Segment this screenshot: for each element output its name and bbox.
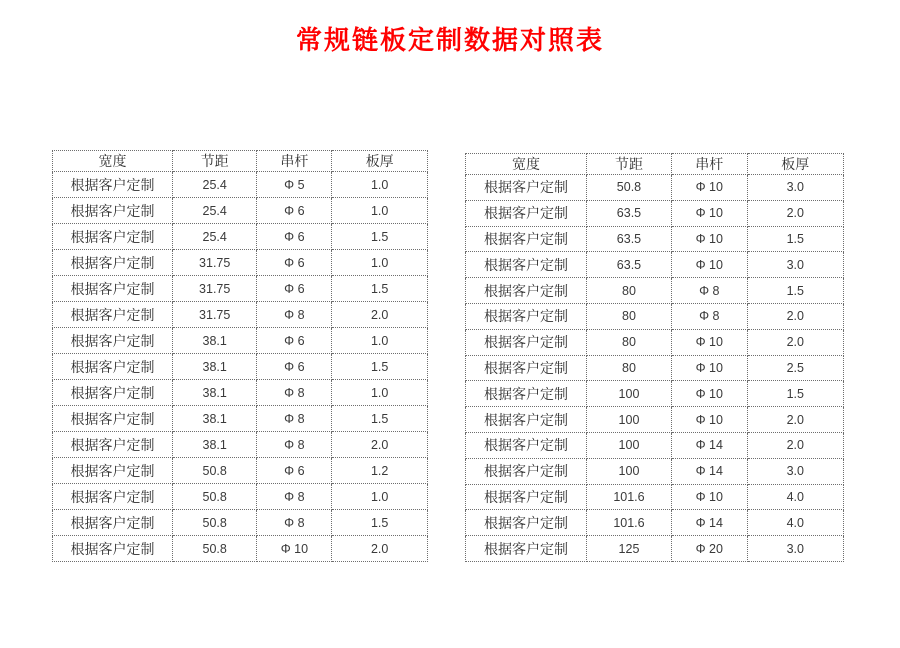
table-cell-pitch: 38.1	[173, 328, 257, 354]
table-cell-thickness: 1.0	[332, 172, 428, 198]
table-cell-pitch: 80	[586, 355, 671, 381]
table-cell-rod: Φ 10	[672, 252, 748, 278]
table-cell-rod: Φ 8	[257, 302, 332, 328]
table-cell-pitch: 101.6	[586, 510, 671, 536]
table-cell-thickness: 2.0	[747, 303, 843, 329]
table-row	[466, 252, 844, 278]
table-row	[466, 303, 844, 329]
table-cell-width: 根据客户定制	[466, 175, 587, 201]
table-row	[466, 200, 844, 226]
table-cell-width: 根据客户定制	[53, 406, 173, 432]
table-cell-width: 根据客户定制	[53, 250, 173, 276]
column-header-pitch: 节距	[586, 154, 671, 175]
table-cell-width: 根据客户定制	[466, 381, 587, 407]
table-row	[53, 354, 428, 380]
table-row	[466, 355, 844, 381]
table-row	[53, 172, 428, 198]
table-cell-width: 根据客户定制	[53, 380, 173, 406]
table-cell-thickness: 2.0	[747, 329, 843, 355]
table-cell-rod: Φ 14	[672, 458, 748, 484]
table-cell-rod: Φ 10	[672, 484, 748, 510]
table-row	[466, 175, 844, 201]
table-cell-rod: Φ 8	[257, 380, 332, 406]
header-row	[53, 151, 428, 172]
table-cell-pitch: 80	[586, 329, 671, 355]
table-cell-rod: Φ 5	[257, 172, 332, 198]
table-cell-thickness: 1.5	[332, 354, 428, 380]
table-cell-width: 根据客户定制	[53, 172, 173, 198]
table-cell-rod: Φ 14	[672, 432, 748, 458]
table-cell-thickness: 3.0	[747, 458, 843, 484]
table-cell-pitch: 100	[586, 381, 671, 407]
table-cell-rod: Φ 6	[257, 276, 332, 302]
table-row	[53, 536, 428, 562]
table-cell-pitch: 31.75	[173, 302, 257, 328]
table-cell-thickness: 1.5	[332, 406, 428, 432]
column-header-width: 宽度	[466, 154, 587, 175]
table-cell-width: 根据客户定制	[466, 329, 587, 355]
table-row	[53, 458, 428, 484]
table-cell-thickness: 2.0	[332, 302, 428, 328]
table-cell-pitch: 100	[586, 458, 671, 484]
table-cell-width: 根据客户定制	[53, 536, 173, 562]
table-row	[53, 406, 428, 432]
table-cell-rod: Φ 14	[672, 510, 748, 536]
table-row	[466, 510, 844, 536]
table-cell-pitch: 25.4	[173, 198, 257, 224]
table-row	[53, 380, 428, 406]
table-cell-width: 根据客户定制	[53, 302, 173, 328]
table-cell-rod: Φ 6	[257, 198, 332, 224]
table-cell-rod: Φ 10	[257, 536, 332, 562]
table-cell-width: 根据客户定制	[53, 432, 173, 458]
table-cell-thickness: 2.0	[332, 432, 428, 458]
right-comparison-table	[465, 153, 844, 562]
table-row	[53, 302, 428, 328]
table-cell-pitch: 80	[586, 303, 671, 329]
table-cell-rod: Φ 6	[257, 458, 332, 484]
table-cell-pitch: 50.8	[173, 484, 257, 510]
table-cell-thickness: 1.5	[747, 381, 843, 407]
table-cell-thickness: 2.5	[747, 355, 843, 381]
table-cell-thickness: 2.0	[747, 432, 843, 458]
table-cell-rod: Φ 8	[672, 278, 748, 304]
table-cell-rod: Φ 20	[672, 536, 748, 562]
table-cell-rod: Φ 8	[257, 510, 332, 536]
table-row	[53, 198, 428, 224]
table-cell-pitch: 25.4	[173, 224, 257, 250]
table-cell-pitch: 50.8	[173, 510, 257, 536]
column-header-rod: 串杆	[257, 151, 332, 172]
table-cell-width: 根据客户定制	[466, 303, 587, 329]
table-row	[466, 536, 844, 562]
table-cell-width: 根据客户定制	[466, 484, 587, 510]
table-cell-thickness: 2.0	[332, 536, 428, 562]
table-cell-rod: Φ 6	[257, 250, 332, 276]
table-cell-pitch: 38.1	[173, 354, 257, 380]
table-cell-width: 根据客户定制	[466, 432, 587, 458]
table-cell-thickness: 3.0	[747, 536, 843, 562]
table-cell-pitch: 50.8	[586, 175, 671, 201]
table-cell-pitch: 125	[586, 536, 671, 562]
table-cell-width: 根据客户定制	[466, 510, 587, 536]
table-row	[466, 484, 844, 510]
table-cell-width: 根据客户定制	[53, 484, 173, 510]
table-cell-thickness: 3.0	[747, 252, 843, 278]
table-cell-pitch: 31.75	[173, 276, 257, 302]
table-row	[53, 510, 428, 536]
table-cell-width: 根据客户定制	[466, 226, 587, 252]
right-table-header	[466, 154, 844, 175]
right-table-body	[466, 175, 844, 562]
column-header-thickness: 板厚	[332, 151, 428, 172]
table-cell-pitch: 31.75	[173, 250, 257, 276]
table-cell-rod: Φ 10	[672, 381, 748, 407]
table-cell-pitch: 50.8	[173, 458, 257, 484]
table-cell-thickness: 1.0	[332, 380, 428, 406]
table-cell-rod: Φ 6	[257, 224, 332, 250]
left-table-header	[53, 151, 428, 172]
table-cell-thickness: 2.0	[747, 200, 843, 226]
table-cell-width: 根据客户定制	[466, 536, 587, 562]
table-cell-width: 根据客户定制	[53, 510, 173, 536]
table-cell-thickness: 1.5	[332, 224, 428, 250]
left-table-body	[53, 172, 428, 562]
table-cell-width: 根据客户定制	[53, 354, 173, 380]
table-cell-thickness: 1.0	[332, 198, 428, 224]
table-cell-width: 根据客户定制	[466, 355, 587, 381]
table-cell-rod: Φ 6	[257, 328, 332, 354]
table-cell-rod: Φ 10	[672, 226, 748, 252]
table-cell-thickness: 2.0	[747, 407, 843, 433]
table-cell-width: 根据客户定制	[53, 276, 173, 302]
table-cell-thickness: 1.5	[747, 226, 843, 252]
table-cell-width: 根据客户定制	[53, 198, 173, 224]
table-cell-width: 根据客户定制	[466, 458, 587, 484]
table-row	[53, 276, 428, 302]
table-cell-pitch: 80	[586, 278, 671, 304]
header-row	[466, 154, 844, 175]
table-cell-rod: Φ 8	[257, 406, 332, 432]
table-cell-pitch: 100	[586, 432, 671, 458]
table-cell-rod: Φ 6	[257, 354, 332, 380]
table-cell-width: 根据客户定制	[466, 407, 587, 433]
table-cell-width: 根据客户定制	[53, 458, 173, 484]
table-row	[466, 329, 844, 355]
table-cell-pitch: 101.6	[586, 484, 671, 510]
table-cell-thickness: 1.0	[332, 484, 428, 510]
table-cell-pitch: 38.1	[173, 432, 257, 458]
table-row	[466, 226, 844, 252]
table-cell-rod: Φ 8	[257, 484, 332, 510]
table-cell-rod: Φ 8	[672, 303, 748, 329]
table-row	[466, 278, 844, 304]
table-cell-pitch: 38.1	[173, 406, 257, 432]
table-row	[466, 458, 844, 484]
table-cell-thickness: 1.2	[332, 458, 428, 484]
table-cell-rod: Φ 10	[672, 407, 748, 433]
table-cell-width: 根据客户定制	[466, 200, 587, 226]
table-cell-thickness: 4.0	[747, 510, 843, 536]
page-title: 常规链板定制数据对照表	[295, 25, 604, 55]
table-row	[53, 432, 428, 458]
column-header-width: 宽度	[53, 151, 173, 172]
table-cell-thickness: 1.5	[332, 510, 428, 536]
table-cell-thickness: 1.5	[332, 276, 428, 302]
table-cell-thickness: 3.0	[747, 175, 843, 201]
table-cell-rod: Φ 10	[672, 355, 748, 381]
table-cell-pitch: 25.4	[173, 172, 257, 198]
table-cell-pitch: 63.5	[586, 200, 671, 226]
left-comparison-table	[52, 150, 428, 562]
column-header-pitch: 节距	[173, 151, 257, 172]
table-cell-thickness: 1.5	[747, 278, 843, 304]
table-cell-pitch: 63.5	[586, 226, 671, 252]
table-cell-thickness: 4.0	[747, 484, 843, 510]
table-cell-rod: Φ 10	[672, 329, 748, 355]
table-row	[466, 381, 844, 407]
table-cell-rod: Φ 8	[257, 432, 332, 458]
table-row	[53, 484, 428, 510]
table-cell-pitch: 100	[586, 407, 671, 433]
table-cell-width: 根据客户定制	[53, 224, 173, 250]
table-cell-pitch: 63.5	[586, 252, 671, 278]
table-cell-thickness: 1.0	[332, 328, 428, 354]
table-cell-pitch: 38.1	[173, 380, 257, 406]
table-row	[53, 328, 428, 354]
table-cell-width: 根据客户定制	[466, 252, 587, 278]
table-row	[466, 432, 844, 458]
table-cell-thickness: 1.0	[332, 250, 428, 276]
table-row	[53, 224, 428, 250]
table-cell-width: 根据客户定制	[466, 278, 587, 304]
column-header-thickness: 板厚	[747, 154, 843, 175]
table-row	[466, 407, 844, 433]
table-row	[53, 250, 428, 276]
table-cell-rod: Φ 10	[672, 200, 748, 226]
table-cell-pitch: 50.8	[173, 536, 257, 562]
table-cell-rod: Φ 10	[672, 175, 748, 201]
table-cell-width: 根据客户定制	[53, 328, 173, 354]
column-header-rod: 串杆	[672, 154, 748, 175]
